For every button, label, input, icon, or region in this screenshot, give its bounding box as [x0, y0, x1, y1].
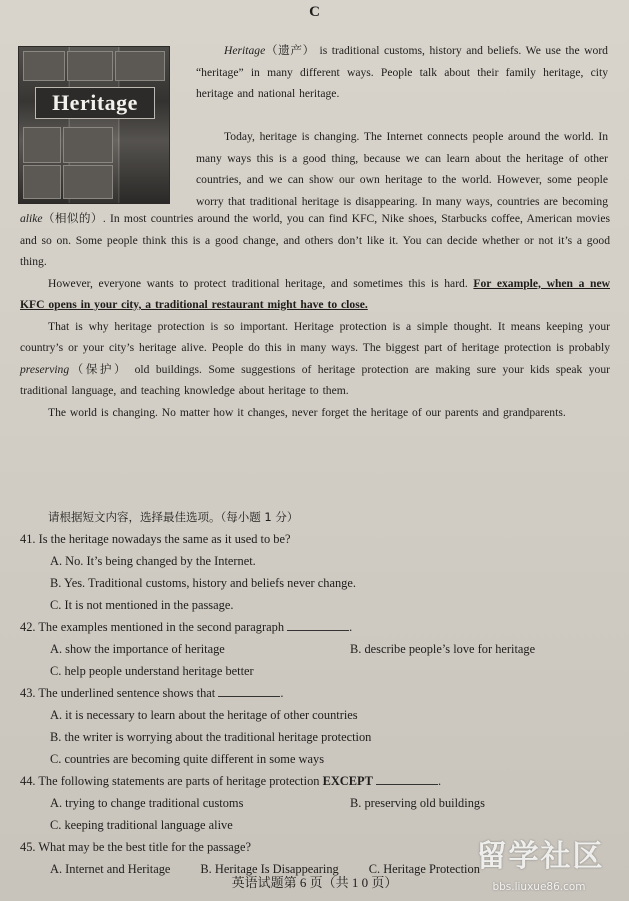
- photo-tile: [23, 51, 65, 81]
- paragraph-2-rest: . In most countries around the world, you can find KFC, Nike shoes, Starbucks coffee, American movies and so on. Some people think this is a good change, and others don’t like it. You can decide whether or not it’s a good thing.: [20, 212, 610, 268]
- instruction: 请根据短文内容，选择最佳选项。（每小题 1 分）: [48, 510, 299, 524]
- option-row: [20, 638, 605, 660]
- answer-blank[interactable]: [376, 773, 438, 785]
- paragraph-3-lead: However, everyone wants to protect traditional heritage, and sometimes this is hard.: [48, 276, 468, 290]
- paragraph-2-continued: [20, 208, 610, 423]
- paragraph-4: [20, 316, 610, 402]
- question-stem-text: 43. The underlined sentence shows that: [20, 686, 216, 700]
- option-row: [20, 792, 605, 814]
- question-43: [20, 682, 605, 770]
- paragraph-2-text: Today, heritage is changing. The Internet connects people around the world. In many ways this is a good thing, because we can learn about the heritage of other countries, and we can show our own heritage to the world. However, some people worry that traditional heritage is disappearing. In many ways, countries are becoming: [196, 130, 608, 208]
- question-stem: 45. What may be the best title for the passage?: [20, 840, 251, 854]
- option-c[interactable]: C. It is not mentioned in the passage.: [50, 598, 234, 612]
- option-c[interactable]: C. help people understand heritage better: [50, 664, 254, 678]
- question-stem: 41. Is the heritage nowadays the same as it used to be?: [20, 532, 291, 546]
- option-b[interactable]: B. Yes. Traditional customs, history and beliefs never change.: [50, 576, 356, 590]
- paragraph-2-tail: [20, 208, 610, 273]
- option-a[interactable]: A. Internet and Heritage: [50, 862, 171, 876]
- heritage-zh: （遗产）: [265, 44, 315, 57]
- paragraph-1: [196, 40, 608, 105]
- question-stem-text: 42. The examples mentioned in the second paragraph: [20, 620, 285, 634]
- option-b[interactable]: B. the writer is worrying about the traditional heritage protection: [50, 730, 372, 744]
- page-footer: 英语试题第 6 页（共 1 0 页）: [231, 875, 398, 890]
- question-stem: 42. The examples mentioned in the second paragraph .: [20, 620, 353, 634]
- passage-top: [196, 40, 608, 105]
- paragraph-5: The world is changing. No matter how it changes, never forget the heritage of our parents and grandparents.: [48, 405, 566, 419]
- question-42: [20, 616, 605, 682]
- photo-tile: [115, 51, 165, 81]
- option-c[interactable]: C. keeping traditional language alive: [50, 818, 233, 832]
- question-stem-text: 44. The following statements are parts of heritage protection: [20, 774, 320, 788]
- question-44: [20, 770, 605, 836]
- question-stem: 43. The underlined sentence shows that .: [20, 686, 284, 700]
- watermark-url: bbs.liuxue86.com: [492, 881, 586, 893]
- answer-blank[interactable]: [218, 685, 280, 697]
- heritage-word: Heritage: [224, 44, 266, 57]
- option-b[interactable]: B. Heritage Is Disappearing: [200, 862, 339, 876]
- watermark-logo: 留学社区: [476, 839, 605, 874]
- underlined-sentence: For example, when a new KFC opens in your city, a traditional restaurant might have to close.: [20, 276, 610, 311]
- photo-tile: [23, 165, 61, 199]
- photo-tile: [63, 165, 113, 199]
- option-b[interactable]: B. describe people’s love for heritage: [350, 642, 536, 656]
- option-c[interactable]: C. Heritage Protection: [368, 862, 480, 876]
- paragraph-4-a: That is why heritage protection is so important. Heritage protection is a simple thought. It means keeping your country’s or your city’s heritage alive. People do this in many ways. The biggest part of heritage protection is probably: [20, 319, 610, 354]
- photo-tile: [67, 51, 113, 81]
- questions-section: [20, 506, 605, 880]
- question-41: [20, 528, 605, 616]
- option-a[interactable]: A. trying to change traditional customs: [50, 796, 244, 810]
- paragraph-2-wrap: [196, 126, 608, 212]
- alike-word: alike: [20, 212, 43, 225]
- photo-tile: [63, 127, 113, 163]
- answer-blank[interactable]: [287, 619, 349, 631]
- image-label: Heritage: [35, 87, 155, 119]
- paragraph-1-text: is traditional customs, history and beliefs. We use the word “heritage” in many different ways. People talk about their family heritage, city heritage and national heritage.: [196, 44, 608, 100]
- option-a[interactable]: A. show the importance of heritage: [50, 642, 225, 656]
- option-c[interactable]: C. countries are becoming quite different in some ways: [50, 752, 325, 766]
- question-stem: 44. The following statements are parts of heritage protection EXCEPT .: [20, 774, 442, 788]
- except-emphasis: EXCEPT: [322, 774, 373, 788]
- option-b[interactable]: B. preserving old buildings: [350, 796, 485, 810]
- paragraph-4-b: old buildings. Some suggestions of heritage protection are making sure your kids speak your traditional language, and teaching knowledge about heritage to them.: [20, 362, 610, 397]
- paragraph-2-head: [196, 126, 608, 212]
- preserving-zh: （保护）: [69, 362, 129, 376]
- option-a[interactable]: A. No. It’s being changed by the Internet.: [50, 554, 256, 568]
- option-a[interactable]: A. it is necessary to learn about the heritage of other countries: [50, 708, 358, 722]
- alike-zh: （相似的）: [42, 212, 103, 225]
- paragraph-3: [20, 273, 610, 316]
- section-letter: C: [309, 4, 320, 20]
- photo-tile: [23, 127, 61, 163]
- preserving-word: preserving: [20, 362, 70, 376]
- heritage-photo-collage: [18, 46, 170, 204]
